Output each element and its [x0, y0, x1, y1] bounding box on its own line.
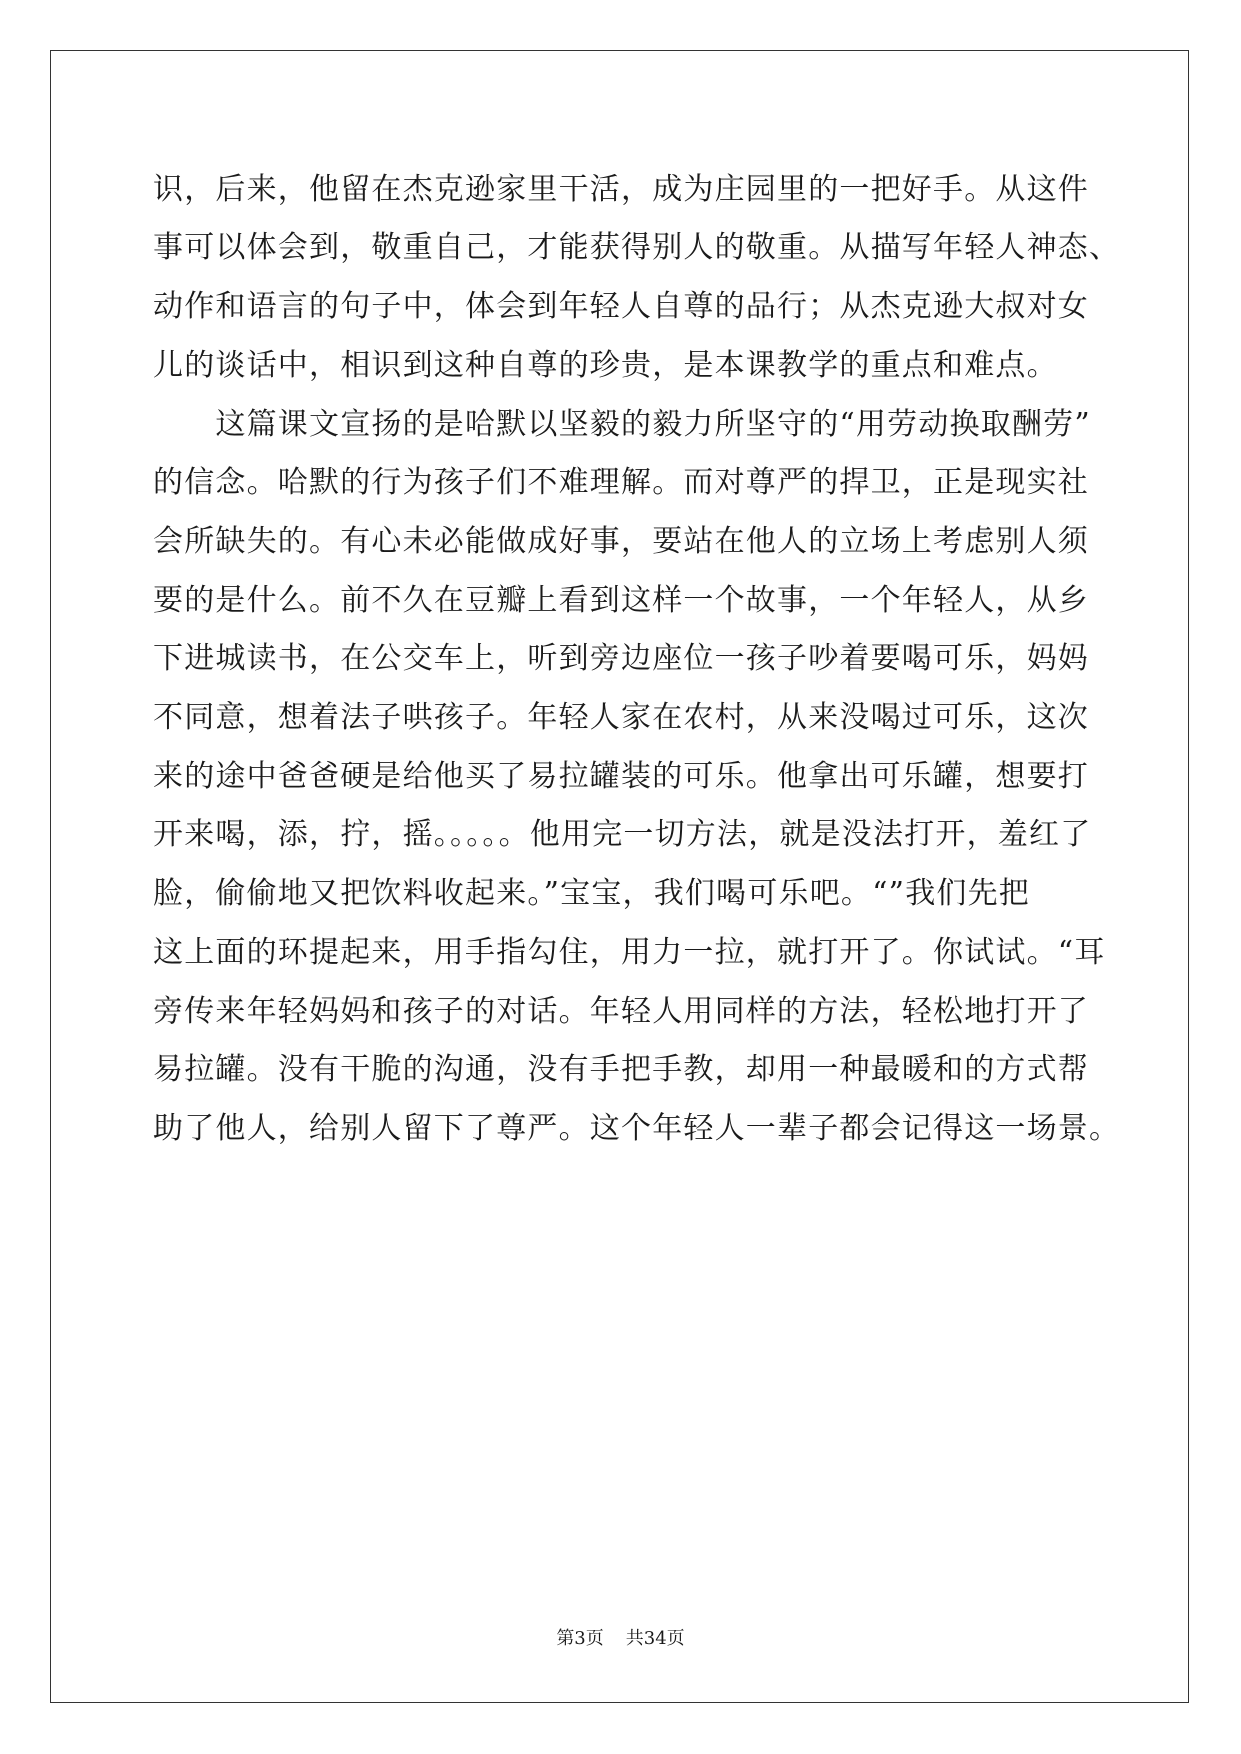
body-text-line: 开来喝，添，拧，摇。。。。。他用完一切方法，就是没法打开，羞红了	[153, 817, 1092, 852]
body-text-line: 这上面的环提起来，用手指勾住，用力一拉，就打开了。你试试。“耳	[153, 935, 1106, 970]
total-pages: 共34页	[625, 1628, 685, 1649]
body-text-line: 来的途中爸爸硬是给他买了易拉罐装的可乐。他拿出可乐罐，想要打	[153, 759, 1089, 794]
body-text-line: 要的是什么。前不久在豆瓣上看到这样一个故事，一个年轻人，从乡	[153, 583, 1089, 618]
body-text-line: 助了他人，给别人留下了尊严。这个年轻人一辈子都会记得这一场景。	[153, 1111, 1121, 1146]
body-text-line: 脸，偷偷地又把饮料收起来。”宝宝，我们喝可乐吧。“”我们先把	[153, 876, 1031, 911]
page-footer	[0, 1628, 1241, 1650]
body-text-line: 识，后来，他留在杰克逊家里干活，成为庄园里的一把好手。从这件	[153, 172, 1089, 207]
body-text-line: 不同意，想着法子哄孩子。年轻人家在农村，从来没喝过可乐，这次	[153, 700, 1089, 735]
page-number: 第3页	[556, 1628, 604, 1649]
body-text-line: 这篇课文宣扬的是哈默以坚毅的毅力所坚守的“用劳动换取酬劳”	[153, 407, 1091, 442]
body-text-line: 儿的谈话中，相识到这种自尊的珍贵，是本课教学的重点和难点。	[153, 348, 1058, 383]
body-text-line: 旁传来年轻妈妈和孩子的对话。年轻人用同样的方法，轻松地打开了	[153, 994, 1089, 1029]
body-text-line: 的信念。哈默的行为孩子们不难理解。而对尊严的捍卫，正是现实社	[153, 465, 1089, 500]
body-text-line: 下进城读书，在公交车上，听到旁边座位一孩子吵着要喝可乐，妈妈	[153, 641, 1089, 676]
body-text-line: 易拉罐。没有干脆的沟通，没有手把手教，却用一种最暖和的方式帮	[153, 1052, 1089, 1087]
body-text-line: 会所缺失的。有心未必能做成好事，要站在他人的立场上考虑别人须	[153, 524, 1089, 559]
body-text-line: 动作和语言的句子中，体会到年轻人自尊的品行；从杰克逊大叔对女	[153, 289, 1089, 324]
body-text-line: 事可以体会到，敬重自己，才能获得别人的敬重。从描写年轻人神态、	[153, 230, 1121, 265]
